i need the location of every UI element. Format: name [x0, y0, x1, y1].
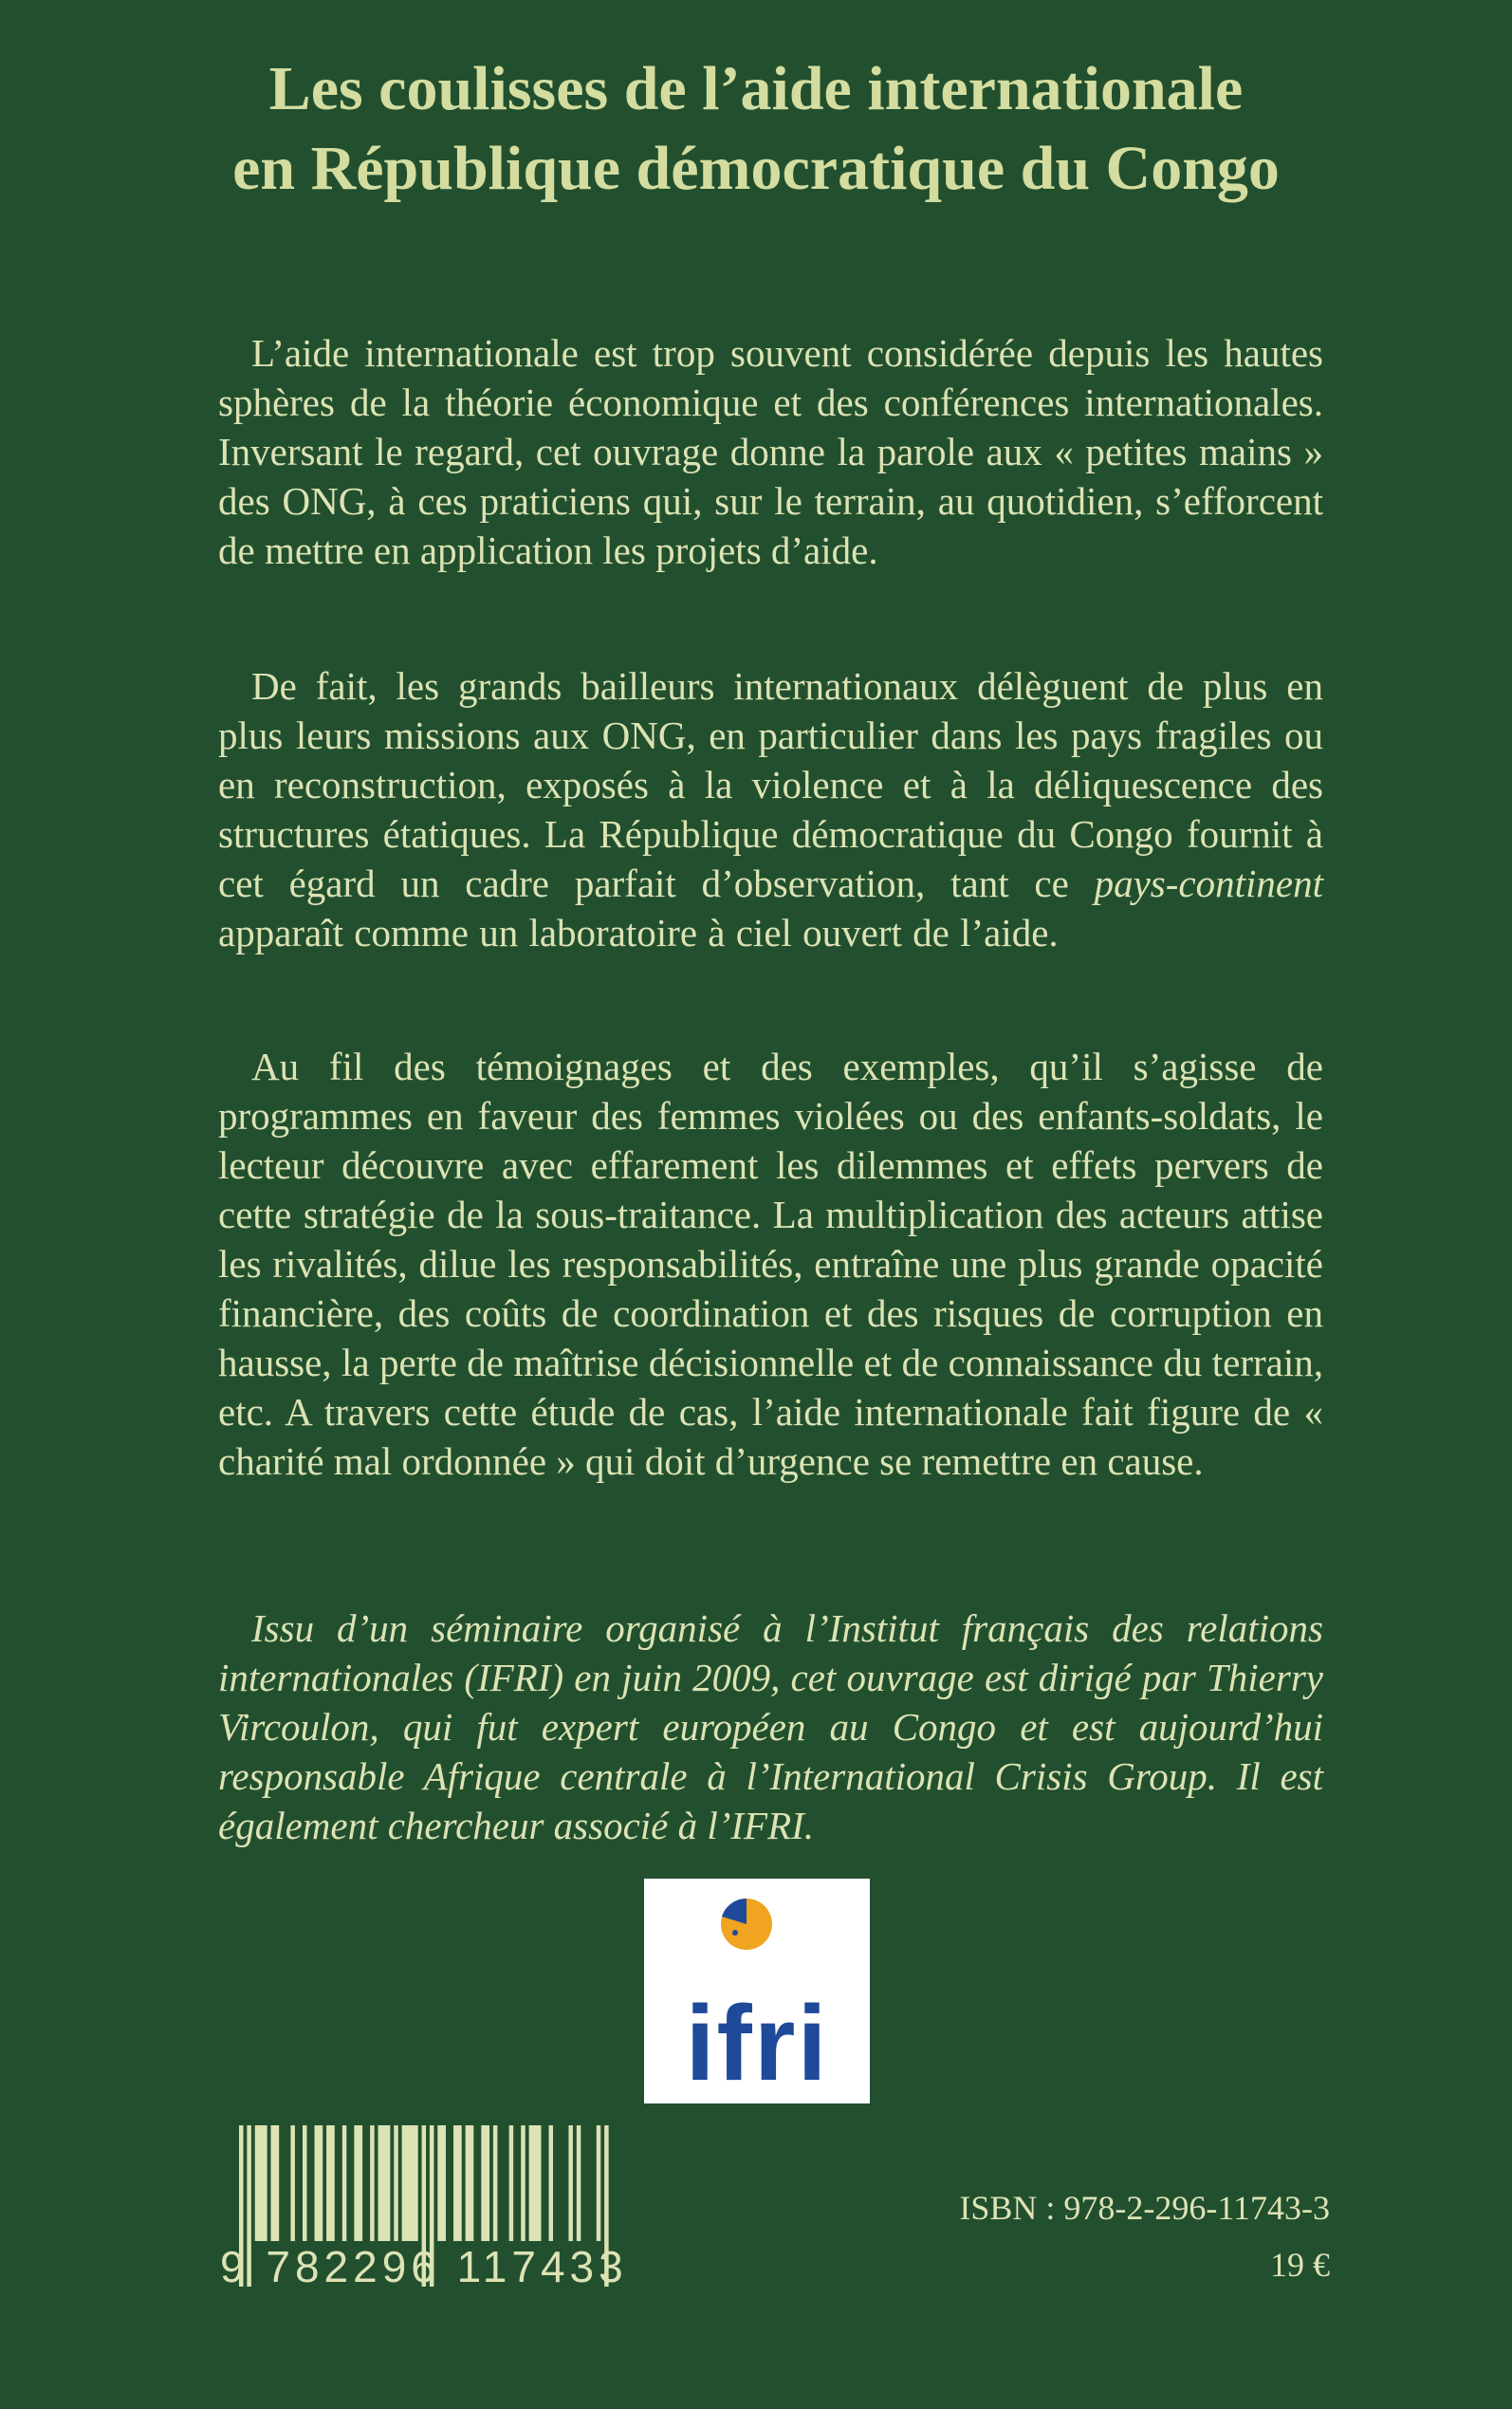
blurb-paragraph-1: L’aide internationale est trop souvent considérée depuis les hautes sphères de la théorie économique et des conférences internationales. Inversant le regard, cet ouvrage donne la parole aux « petites mains » des ONG, à ces praticiens qui, sur le terrain, au quotidien, s’efforcent de mettre en application les projets d’aide. — [218, 331, 1323, 572]
blurb-paragraph-2-start: De fait, les grands bailleurs internationaux délèguent de plus en plus leurs missions aux ONG, en particulier dans les pays fragiles ou en reconstruction, exposés à la violence et à la déliquescence des structures étatiques. La République démocratique du Congo fournit à cet égard un cadre parfait d’observation, tant ce — [218, 664, 1323, 905]
isbn: ISBN : 978-2-296-11743-3 — [959, 2189, 1330, 2227]
blurb-paragraph-3: Au fil des témoignages et des exemples, qu’il s’agisse de programmes en faveur des femmes violées ou des enfants-soldats, le lecteur découvre avec effarement les dilemmes et effets pervers de cette stratégie de la sous-traitance. La multiplication des acteurs attise les rivalités, dilue les responsabilités, entraîne une plus grande opacité financière, des coûts de coordination et des risques de corruption en hausse, la perte de maîtrise décisionnelle et de connaissance du terrain, etc. A travers cette étude de cas, l’aide internationale fait figure de « charité mal ordonnée » qui doit d’urgence se remettre en cause. — [218, 1045, 1323, 1483]
barcode-bar — [255, 2125, 259, 2241]
barcode-bar — [457, 2125, 461, 2241]
blurb-paragraph-2 — [218, 661, 1323, 957]
barcode-bar — [414, 2125, 417, 2241]
barcode-bar — [263, 2125, 267, 2241]
barcode-bar — [303, 2125, 306, 2241]
pays-continent-emphasis: pays-continent — [1094, 862, 1323, 905]
barcode-bar — [402, 2125, 406, 2241]
ifri-logo — [644, 1879, 870, 2103]
barcode-bar — [549, 2125, 553, 2241]
barcode-bar — [521, 2125, 525, 2241]
barcode-bar — [354, 2125, 358, 2241]
barcode-bar — [326, 2125, 330, 2241]
barcode-bar — [537, 2125, 541, 2241]
barcode-bar — [597, 2125, 600, 2241]
barcode-bar — [493, 2125, 497, 2241]
barcode-bar — [290, 2125, 294, 2241]
barcode-bar — [410, 2125, 414, 2241]
barcode-bar — [406, 2125, 410, 2241]
editor-note: Issu d’un séminaire organisé à l’Institut français des relations internationales (IFRI) en juin 2009, cet ouvrage est dirigé par Thierry Vircoulon, qui fut expert européen au Congo et est aujourd’hui responsable Afrique centrale à l’International Crisis Group. Il est également chercheur associé à l’IFRI. — [218, 1606, 1323, 1847]
barcode-bar — [359, 2125, 362, 2241]
barcode-bar — [259, 2125, 263, 2241]
barcode-bar — [568, 2125, 572, 2241]
barcode-bar — [382, 2125, 386, 2241]
barcode-bar — [437, 2125, 441, 2241]
barcode-bar — [470, 2125, 473, 2241]
book-title — [95, 49, 1417, 209]
barcode-bar — [270, 2125, 274, 2241]
barcode-bar — [330, 2125, 334, 2241]
barcode-bar — [453, 2125, 457, 2241]
title-line-1: Les coulisses de l’aide internationale — [268, 54, 1244, 123]
barcode-bar — [481, 2125, 485, 2241]
barcode-bar — [466, 2125, 470, 2241]
barcode-bar — [386, 2125, 390, 2241]
barcode-bar — [315, 2125, 319, 2241]
barcode-bar — [509, 2125, 513, 2241]
price: 19 € — [1270, 2246, 1330, 2284]
barcode-bar — [342, 2125, 346, 2241]
barcode-bar — [529, 2125, 533, 2241]
barcode-bar — [577, 2125, 581, 2241]
blurb-paragraph-2-end: apparaît comme un laboratoire à ciel ouvert de l’aide. — [218, 911, 1059, 954]
logo-dot — [732, 1930, 738, 1936]
barcode-bar — [533, 2125, 537, 2241]
barcode-bar — [378, 2125, 382, 2241]
logo-wordmark: ifri — [685, 1984, 829, 2103]
barcode-bar — [442, 2125, 446, 2241]
title-line-2: en République démocratique du Congo — [232, 134, 1280, 203]
barcode-bar — [370, 2125, 374, 2241]
barcode-bar — [394, 2125, 397, 2241]
barcode-bar — [275, 2125, 279, 2241]
barcode-bar — [486, 2125, 489, 2241]
barcode-bar — [319, 2125, 323, 2241]
ifri-logo-icon — [644, 1879, 870, 2103]
barcode-digits: 9 782296 117433 — [220, 2242, 628, 2291]
